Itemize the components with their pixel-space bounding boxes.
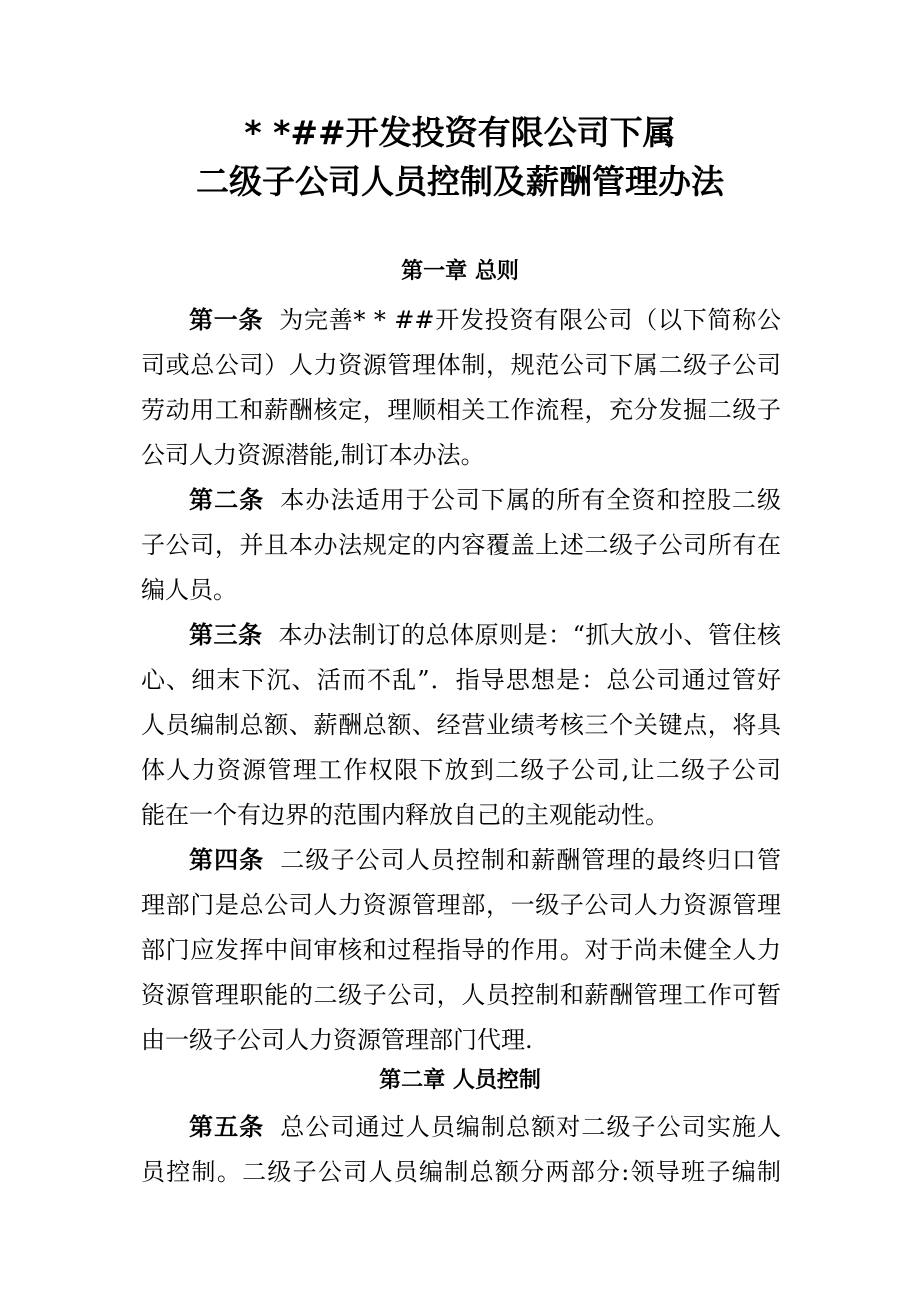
- article-2-label: 第二条: [189, 486, 265, 514]
- article-1-line-4: 公司人力资源潜能,制订本办法。: [141, 441, 485, 469]
- article-1-text-1: 为完善* * ##开发投资有限公司（以下简称公: [279, 306, 781, 334]
- article-2-line-2: 子公司，并且本办法规定的内容覆盖上述二级子公司所有在: [141, 531, 781, 559]
- article-4-label: 第四条: [189, 846, 265, 874]
- article-4-text-1: 二级子公司人员控制和薪酬管理的最终归口管: [280, 846, 781, 874]
- article-1-line-3: 劳动用工和薪酬核定，理顺相关工作流程，充分发掘二级子: [141, 396, 781, 424]
- article-1-label: 第一条: [189, 306, 264, 334]
- article-2-line-1: [189, 483, 781, 517]
- article-3-text-1: 本办法制订的总体原则是：“抓大放小、管住核: [278, 621, 781, 649]
- document-title-line-1: * *##开发投资有限公司下属: [244, 113, 676, 152]
- article-4-line-2: 理部门是总公司人力资源管理部，一级子公司人力资源管理: [141, 891, 781, 919]
- article-2-line-3: 编人员。: [141, 576, 237, 604]
- chapter-2-heading: 第二章 人员控制: [379, 1068, 541, 1093]
- article-3-label: 第三条: [189, 621, 263, 649]
- article-5-label: 第五条: [189, 1113, 265, 1141]
- article-3-line-3: 人员编制总额、薪酬总额、经营业绩考核三个关键点，将具: [141, 711, 781, 739]
- article-5-text-1: 总公司通过人员编制总额对二级子公司实施人: [280, 1113, 781, 1141]
- article-5-line-1: [189, 1110, 781, 1144]
- article-4-line-1: [189, 843, 781, 877]
- article-3-line-5: 能在一个有边界的范围内释放自己的主观能动性。: [141, 801, 669, 829]
- article-4-line-3: 部门应发挥中间审核和过程指导的作用。对于尚未健全人力: [141, 936, 781, 964]
- article-3-line-1: [189, 618, 781, 652]
- article-5-line-2: 员控制。二级子公司人员编制总额分两部分:领导班子编制: [141, 1158, 781, 1186]
- article-1-line-2: 司或总公司）人力资源管理体制，规范公司下属二级子公司: [141, 351, 781, 379]
- article-2-text-1: 本办法适用于公司下属的所有全资和控股二级: [280, 486, 781, 514]
- article-4-line-5: 由一级子公司人力资源管理部门代理.: [141, 1026, 533, 1054]
- document-title-line-2: 二级子公司人员控制及薪酬管理办法: [196, 162, 724, 201]
- article-4-line-4: 资源管理职能的二级子公司，人员控制和薪酬管理工作可暂: [141, 981, 781, 1009]
- article-3-line-2: 心、细末下沉、活而不乱”．指导思想是：总公司通过管好: [141, 666, 781, 694]
- chapter-1-heading: 第一章 总则: [401, 259, 519, 284]
- article-1-line-1: [189, 303, 781, 337]
- article-3-line-4: 体人力资源管理工作权限下放到二级子公司,让二级子公司: [141, 756, 781, 784]
